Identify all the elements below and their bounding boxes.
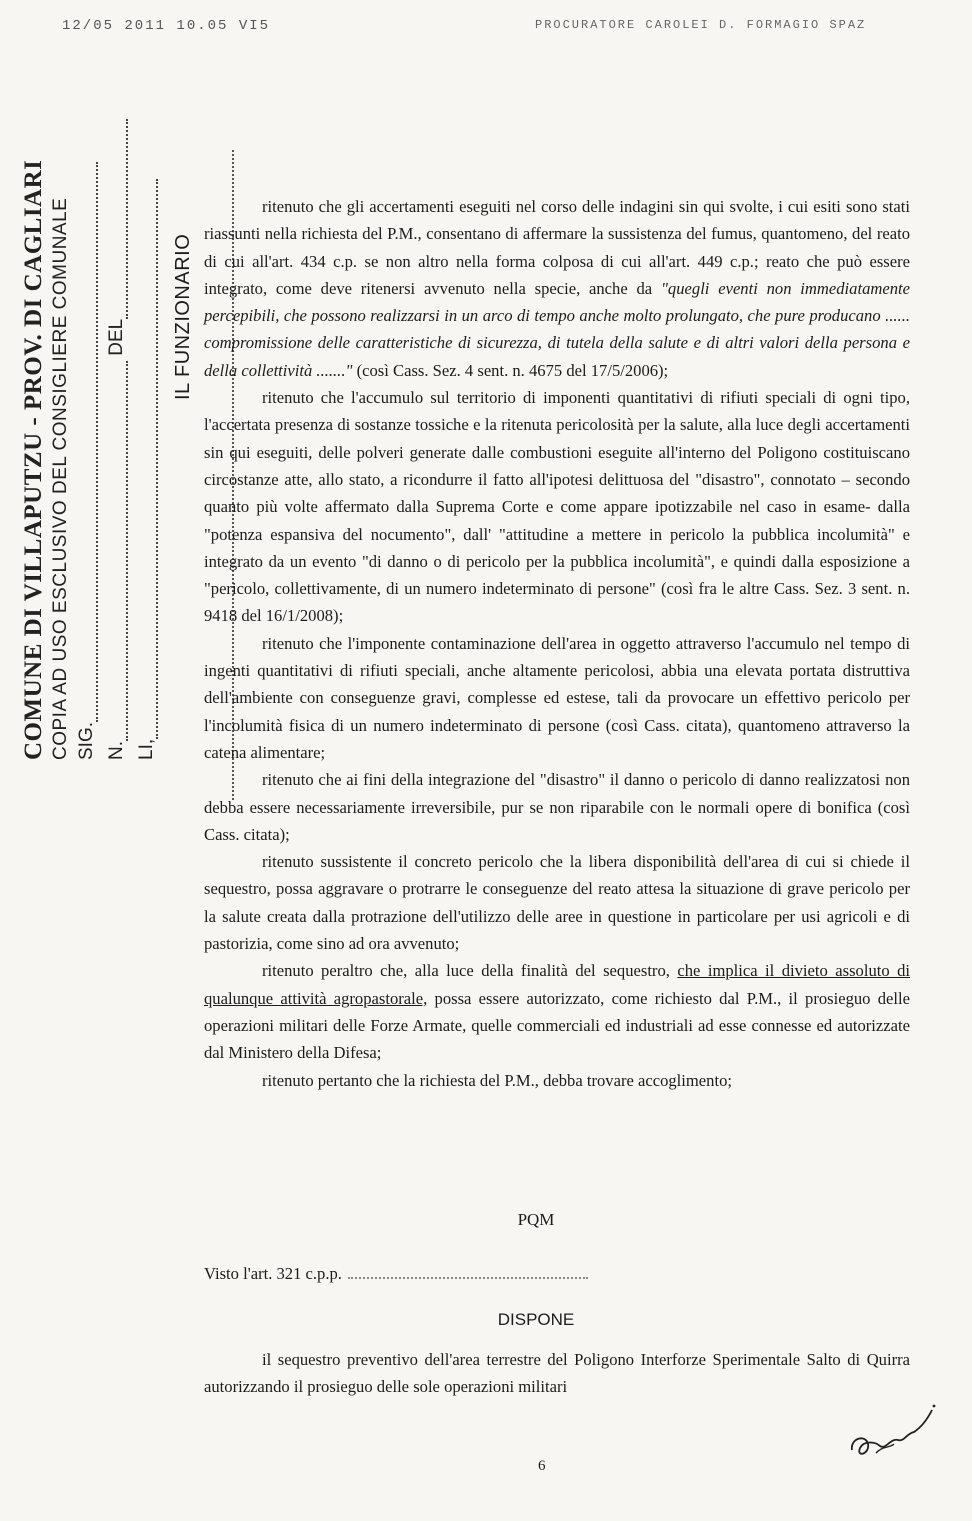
stamp-li-label: LI,: [136, 738, 157, 760]
paragraph: ritenuto pertanto che la richiesta del P.M., debba trovare accoglimento;: [262, 1070, 732, 1090]
stamp-n-label: N.: [106, 741, 127, 760]
dispone-heading: DISPONE: [497, 1310, 575, 1329]
page-number: 6: [538, 1458, 546, 1474]
stamp-del-label: DEL: [106, 318, 127, 356]
paragraph: ritenuto che ai fini della integrazione del "disastro" il danno o pericolo di danno realizzatosi non debba essere necessariamente irreversibile, pur se non riparabile con le normali opere di bonifica (così Cass. citata);: [204, 770, 910, 844]
stamp-subtitle: COPIA AD USO ESCLUSIVO DEL CONSIGLIERE COMUNALE: [50, 197, 71, 760]
stamp-sig-label: SIG.: [76, 721, 97, 760]
fax-header-sender: PROCURATORE CAROLEI D. FORMAGIO SPAZ: [535, 18, 867, 32]
municipality-stamp: [20, 100, 162, 760]
document-body: [204, 193, 910, 1094]
paragraph: ritenuto che l'imponente contaminazione dell'area in oggetto attraverso l'accumulo nel tempo di ingenti quantitativi di rifiuti speciali, anche altamente pericolosi, abbia una elevata portata distruttiva dell'ambiente con conseguenze gravi, complesse ed estese, tali da provocare un effettivo pericolo per l'incolumità fisica di un numero indeterminato di persone (così Cass. citata), quantomeno attraverso la catena alimentare;: [204, 633, 910, 762]
handwritten-signature: [846, 1398, 942, 1468]
fax-header-date: 12/05 2011 10.05 VI5: [62, 18, 271, 34]
paragraph: ritenuto che l'accumulo sul territorio di imponenti quantitativi di rifiuti speciali di ogni tipo, l'accertata presenza di sostanze tossiche e la ritenuta pericolosità per la salute, alla luce degli accertamenti sin qui eseguiti, delle polveri generate dalle combustioni eseguite all'interno del Poligono costituiscano circostanze atte, allo stato, a ricondurre il fatto all'ipotesi delittuosa del "disastro", connotato – secondo quanto più volte affermato dalla Suprema Corte e come appare ipotizzabile nel caso in esame- dalla "potenza espansiva del nocumento", dall' "attitudine a mettere in pericolo la pubblica incolumità" e integrato da un evento "di danno o di pericolo per la pubblica incolumità", e quindi dalla esposizione a "pericolo, collettivamente, di un numero indeterminato di persone" (così fra le altre Cass. Sez. 3 sent. n. 9418 del 16/1/2008);: [204, 388, 910, 626]
quote: "quegli eventi non immediatamente percepibili, che possono realizzarsi in un arco di tempo anche molto prolungato, che pure producano ...... compromissione delle caratteristiche di sicurezza, di tutela della salute e di altri valori della persona e della collettività .......": [204, 278, 910, 380]
paragraph: ritenuto sussistente il concreto pericolo che la libera disponibilità dell'area di cui si chiede il sequestro, possa aggravare o protrarre le conseguenze del reato attesa la situazione di grave pericolo per la salute creata dalla protrazione dell'utilizzo delle aree in questione in particolare per usi agricoli e di pastorizia, come sino ad ora avvenuto;: [204, 852, 910, 954]
stamp-sig-line: [76, 100, 102, 760]
visto-line: Visto l'art. 321 c.p.p.: [204, 1264, 588, 1284]
underlined-text: che implica il divieto assoluto di qualunque attività agropastorale,: [204, 961, 911, 1008]
stamp-n-line: [106, 100, 132, 760]
final-paragraph: il sequestro preventivo dell'area terrestre del Poligono Interforze Sperimentale Salto di Quirra autorizzando il prosieguo delle sole operazioni militari: [204, 1350, 910, 1396]
pqm-heading: PQM: [517, 1210, 555, 1229]
stamp-li-line: [136, 100, 162, 760]
paragraph: ritenuto che gli accertamenti eseguiti nel corso delle indagini sin qui svolte, i cui esiti sono stati riassunti nella richiesta del P.M., consentano di affermare la sussistenza del fumus, quantomeno, del reato di cui all'art. 434 c.p. se non altro nella forma colposa di cui all'art. 449 c.p.; reato che può essere integrato, come deve ritenersi avvenuto nella specie, anche da "quegli eventi non immediatamente percepibili, che possono realizzarsi in un arco di tempo anche molto prolungato, che pure producano ...... compromissione delle caratteristiche di sicurezza, di tutela della salute e di altri valori della persona e della collettività ......." (così Cass. Sez. 4 sent. n. 4675 del 17/5/2006);: [204, 197, 910, 380]
stamp-title: COMUNE DI VILLAPUTZU - PROV. DI CAGLIARI: [20, 159, 47, 760]
paragraph: ritenuto peraltro che, alla luce della finalità del sequestro, che implica il divieto assoluto di qualunque attività agropastorale, possa essere autorizzato, come richiesto dal P.M., il prosieguo delle operazioni militari delle Forze Armate, quelle commerciali ed industriali ad esse connesse ed autorizzate dal Ministero della Difesa;: [204, 961, 911, 1063]
stamp-funzionario: IL FUNZIONARIO: [172, 233, 194, 400]
